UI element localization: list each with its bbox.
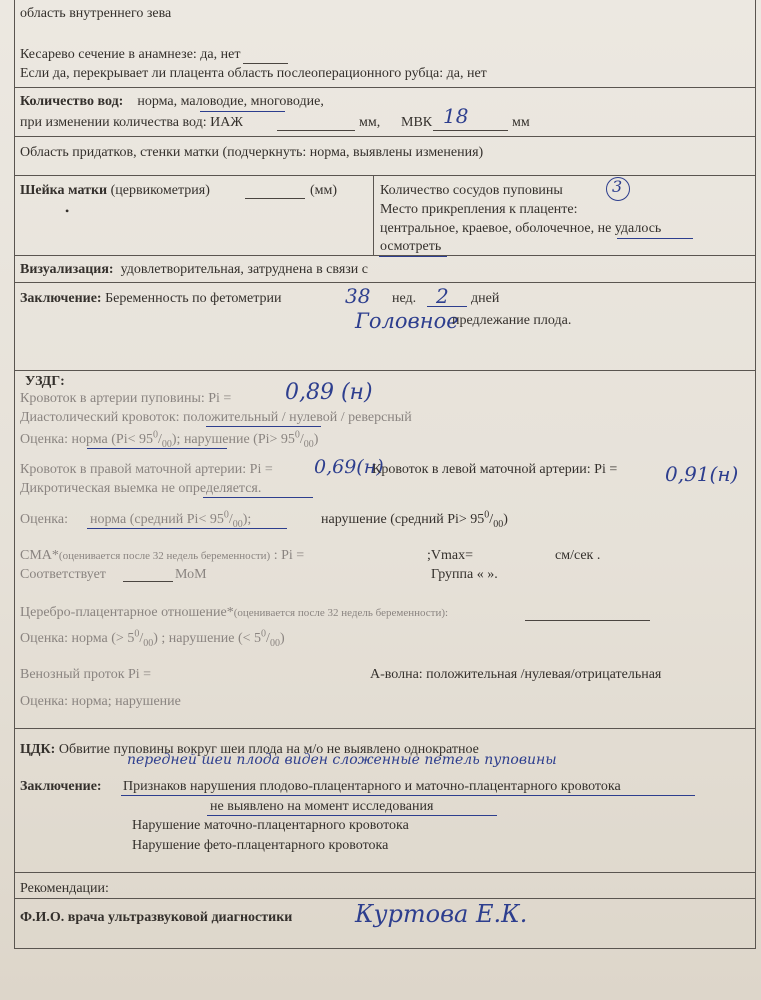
score1-a: Оценка: норма (Pi< 95 <box>20 432 153 447</box>
mvk-handwritten-value: 18 <box>443 104 469 128</box>
score3-sup2: 0 <box>261 628 267 640</box>
cpo-note: (оценивается после 32 недель беременности): <box>233 607 449 619</box>
group-text: Группа « ». <box>431 567 498 582</box>
score2-norm: норма (средний $Pi< 95^0/_{00}$); <box>90 509 252 530</box>
days-unit: дней <box>471 291 500 306</box>
internal-os-text: область внутреннего зева <box>20 6 172 21</box>
vmax-label: ;Vmax= <box>427 548 473 563</box>
venous-duct-text: Венозный проток Pi = <box>20 667 152 682</box>
score3-sub: 00 <box>143 637 154 649</box>
weeks-unit: нед. <box>392 291 417 306</box>
cpo-blank <box>525 620 650 621</box>
umbilical-artery-text: Кровоток в артерии пуповины: Pi = <box>20 391 232 406</box>
ultrasound-form <box>14 0 756 949</box>
mm-unit-1: мм, <box>359 115 381 130</box>
cesarean-text: Кесарево сечение в анамнезе: да, нет <box>20 47 241 62</box>
water-change-text: при изменении количества вод: ИАЖ <box>20 115 243 130</box>
a-wave-text: А-волна: положительная /нулевая/отрицательная <box>370 667 662 682</box>
right-uterine-value: 0,69(н) <box>314 456 384 478</box>
divider <box>15 136 755 137</box>
cervix-label <box>20 183 210 199</box>
conclusion2-line1: Признаков нарушения плодово-плацентарного и маточно-плацентарного кровотока <box>123 779 621 794</box>
dot-mark: • <box>65 204 70 218</box>
water-label-bold: Количество вод: <box>20 94 124 109</box>
presentation-handwritten: Головное <box>355 309 459 333</box>
oligohydramnios-underline <box>200 111 285 112</box>
score4-text: Оценка: норма; нарушение <box>20 694 181 709</box>
doctor-label: Ф.И.О. врача ультразвуковой диагностики <box>20 910 293 925</box>
scar-text: Если да, перекрывает ли плацента область послеоперационного рубца: да, нет <box>20 66 487 81</box>
score2-sub2: 00 <box>493 518 504 530</box>
score1-b: ); нарушение (Pi> 95 <box>171 432 295 447</box>
vessel-count-value: 3 <box>612 177 623 196</box>
visualization-row <box>20 262 368 278</box>
divider <box>15 370 755 371</box>
score2-bad-text: нарушение (средний Pi> 95 <box>321 512 485 527</box>
attachment-options: центральное, краевое, оболочечное, не удалось <box>380 221 662 236</box>
attachment-end: осмотреть <box>380 239 442 254</box>
conclusion2-underline1 <box>121 795 695 796</box>
score1-sub: 00 <box>161 438 172 450</box>
conclusion1-label: Заключение: <box>20 291 102 306</box>
presentation-suffix: предлежание плода. <box>452 313 572 328</box>
norm-underline <box>87 448 227 449</box>
score3-b: ) ; нарушение (< 5 <box>153 631 262 646</box>
water-options: норма, маловодие, многоводие, <box>137 94 324 109</box>
cervix-sub: (цервикометрия) <box>110 183 210 198</box>
sma-note: (оценивается после 32 недель беременности) <box>58 550 271 562</box>
cervix-label-bold: Шейка матки <box>20 183 108 198</box>
mom-blank <box>123 581 173 582</box>
umbilical-pi-value: 0,89 (н) <box>285 380 373 405</box>
cm-per-sec: см/сек . <box>555 548 601 563</box>
not-detected-underline <box>203 497 313 498</box>
cpo-row <box>20 605 448 621</box>
divider <box>15 872 755 873</box>
score1-sup: 0 <box>153 429 158 441</box>
cdk-text: Обвитие пуповины вокруг шеи плода на м/о не выявлено однократное <box>58 742 479 757</box>
cdk-handwritten: передней шеи плода виден сложенные петель пуповины <box>127 752 557 768</box>
conclusion2-line2: не выявлено на момент исследования <box>210 799 434 814</box>
adnexa-text: Область придатков, стенки матки (подчеркнуть: норма, выявлены изменения) <box>20 145 484 160</box>
diastolic-flow-text: Диастолический кровоток: положительный / нулевой / реверсный <box>20 410 412 425</box>
right-uterine-text: Кровоток в правой маточной артерии: Pi = <box>20 462 273 477</box>
divider <box>15 898 755 899</box>
score2-norm-text: норма (средний Pi< 95 <box>90 512 224 527</box>
conclusion2-underline2 <box>207 815 497 816</box>
dicrotic-notch-text: Дикротическая выемка не определяется. <box>20 481 262 496</box>
score1-sup2: 0 <box>294 429 300 441</box>
norm2-underline <box>87 528 287 529</box>
mvk-blank <box>433 130 508 131</box>
recommendations-label: Рекомендации: <box>20 881 109 896</box>
mom-a: Соответствует <box>20 567 106 582</box>
attachment-label: Место прикрепления к плаценте: <box>380 202 578 217</box>
score1-sub2: 00 <box>303 438 314 450</box>
conclusion2-label-row <box>20 779 102 795</box>
left-uterine-text: Кровоток в левой маточной артерии: Pi = <box>372 462 618 477</box>
score2-sup2: 0 <box>484 509 490 521</box>
score2-label: Оценка: <box>20 512 69 527</box>
score1-text: Оценка: норма $(Pi< 95^0/_{00})$; нарушение $(Pi> 95^0/_{00})$ <box>20 429 319 450</box>
score2-sub: 00 <box>232 518 243 530</box>
mom-b: МоМ <box>175 567 207 582</box>
cervix-blank <box>245 198 305 199</box>
visualization-text: удовлетворительная, затруднена в связи с <box>120 262 368 277</box>
sma-row <box>20 548 304 564</box>
score2-bad: нарушение (средний $Pi> 95^0/_{00}$) <box>321 509 508 530</box>
left-uterine-value: 0,91(н) <box>665 462 739 486</box>
conclusion2-line3: Нарушение маточно-плацентарного кровотока <box>132 818 409 833</box>
sma-label: СМА* <box>20 548 59 563</box>
doctor-signature: Куртова Е.К. <box>355 900 528 928</box>
days-handwritten: 2 <box>436 284 449 308</box>
iazh-blank <box>277 130 355 131</box>
divider <box>15 728 755 729</box>
conclusion1-row <box>20 291 281 307</box>
score3-sup: 0 <box>134 628 140 640</box>
conclusion2-label: Заключение: <box>20 779 102 794</box>
doppler-title: УЗДГ: <box>25 374 65 389</box>
cpo-label: Церебро-плацентарное отношение* <box>20 605 234 620</box>
divider <box>15 87 755 88</box>
underline-net <box>243 63 288 64</box>
column-divider <box>373 175 374 255</box>
water-label <box>20 94 324 110</box>
conclusion1-text: Беременность по фетометрии <box>105 291 282 306</box>
mm-unit-2: мм <box>512 115 530 130</box>
examine-underline <box>379 256 447 257</box>
score3-a: Оценка: норма (> 5 <box>20 631 135 646</box>
score3-row: Оценка: норма (> $5^0/_{00}$) ; нарушение (< $5^0/_{00}$) <box>20 628 285 649</box>
divider <box>15 175 755 176</box>
cervix-unit: (мм) <box>310 183 338 198</box>
score2-sup: 0 <box>223 509 229 521</box>
not-possible-underline <box>617 238 693 239</box>
sma-pi: : Pi = <box>273 548 305 563</box>
divider <box>15 282 755 283</box>
positive-underline <box>206 426 321 427</box>
days-underline <box>427 306 467 307</box>
score3-sub2: 00 <box>269 637 280 649</box>
vessel-count-label: Количество сосудов пуповины <box>380 183 563 198</box>
weeks-handwritten: 38 <box>345 284 371 308</box>
mvk-label: МВК <box>401 115 433 130</box>
cdk-label: ЦДК: <box>20 742 56 757</box>
divider <box>15 255 755 256</box>
conclusion2-line4: Нарушение фето-плацентарного кровотока <box>132 838 389 853</box>
visualization-label: Визуализация: <box>20 262 114 277</box>
